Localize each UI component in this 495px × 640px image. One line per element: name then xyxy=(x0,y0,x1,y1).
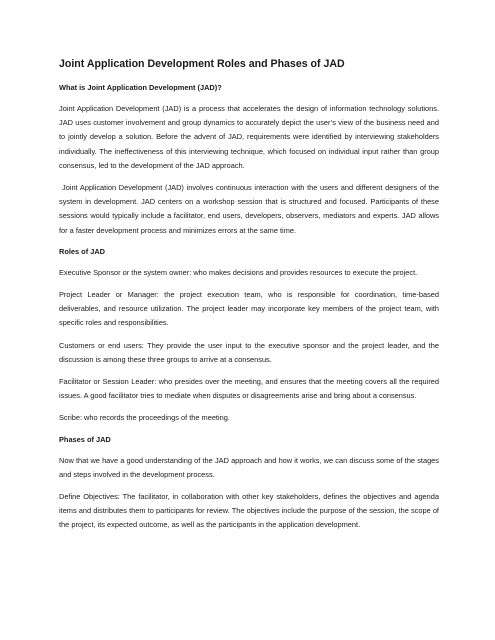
paragraph-role-project-leader: Project Leader or Manager: the project execution team, who is responsible for coordination, time-based deliverables, and resource utilization. The project leader may incorporate key members of the project team, with specific roles and responsibilities. xyxy=(59,290,439,328)
section-heading-roles: Roles of JAD xyxy=(59,246,105,256)
section-heading-phases: Phases of JAD xyxy=(59,434,111,444)
paragraph-jad-interaction: Joint Application Development (JAD) involves continuous interaction with the users and different designers of the system in development. JAD centers on a workshop session that is structured and focused. Participants of these sessions would typically include a facilitator, end users, developers, observers, mediators and experts. JAD allows for a faster development process and minimizes errors at the same time. xyxy=(59,183,439,235)
paragraph-phases-intro: Now that we have a good understanding of the JAD approach and how it works, we can discuss some of the stages and steps involved in the development process. xyxy=(59,455,439,479)
paragraph-role-scribe: Scribe: who records the proceedings of the meeting. xyxy=(59,413,230,423)
paragraph-define-objectives: Define Objectives: The facilitator, in collaboration with other key stakeholders, defines the objectives and agenda items and distributes them to participants for review. The objectives include the purpose of the session, the scope of the project, its expected outcome, as well as the participants in the application development. xyxy=(59,492,439,530)
paragraph-jad-definition: Joint Application Development (JAD) is a process that accelerates the design of information technology solutions. JAD uses customer involvement and group dynamics to accurately depict the user’s view of the business need and to jointly develop a solution. Before the advent of JAD, requirements were identified by interviewing stakeholders individually. The ineffectiveness of this interviewing technique, which focused on individual input rather than group consensus, led to the development of the JAD approach. xyxy=(59,104,439,170)
paragraph-role-facilitator: Facilitator or Session Leader: who presides over the meeting, and ensures that the meeting covers all the required issues. A good facilitator tries to mediate when disputes or disagreements arise and bring about a consensus. xyxy=(59,377,439,401)
document-title: Joint Application Development Roles and Phases of JAD xyxy=(59,58,345,70)
document-body xyxy=(59,57,439,541)
section-heading-what-is-jad: What is Joint Application Development (JAD)? xyxy=(59,83,222,92)
paragraph-role-customers: Customers or end users: They provide the user input to the executive sponsor and the project leader, and the discussion is among these three groups to arrive at a consensus. xyxy=(59,340,439,364)
paragraph-role-executive-sponsor: Executive Sponsor or the system owner: who makes decisions and provides resources to execute the project. xyxy=(59,267,418,277)
